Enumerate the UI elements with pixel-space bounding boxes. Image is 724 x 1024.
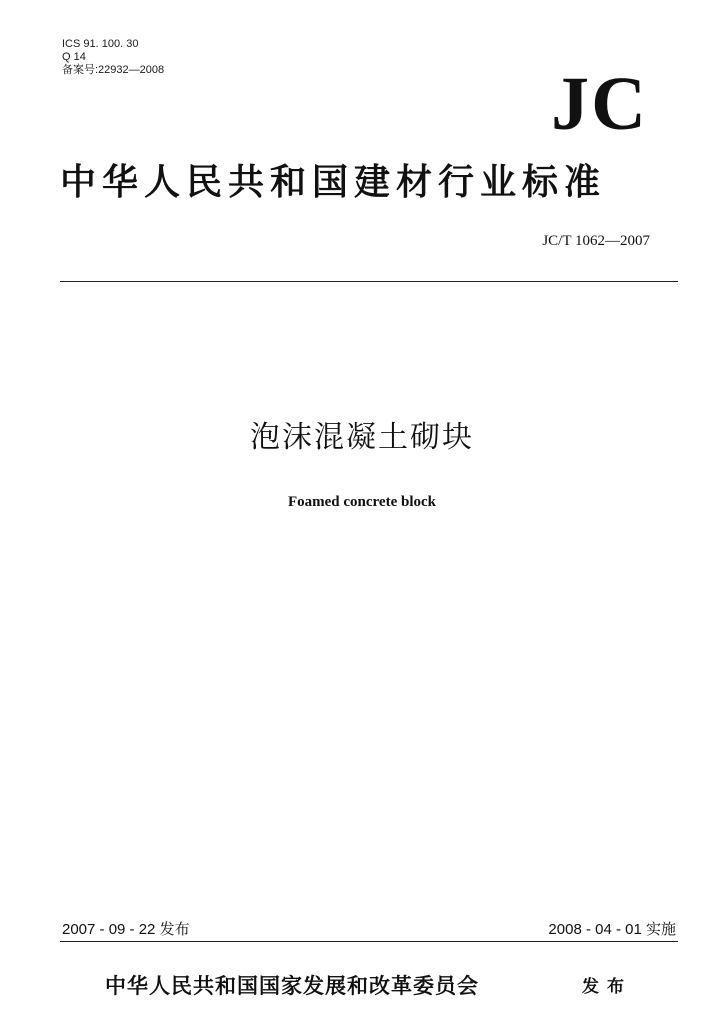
document-title-english: Foamed concrete block [287, 494, 437, 510]
ccs-code: Q 14 [62, 51, 86, 63]
issue-date: 2007 - 09 - 22 发布 [62, 921, 190, 938]
publish-label: 发布 [582, 977, 632, 997]
classification-block [62, 38, 164, 77]
jc-logo: JC [551, 62, 648, 146]
publisher-name: 中华人民共和国国家发展和改革委员会 [105, 973, 479, 998]
top-divider [60, 281, 678, 282]
standard-category-heading: 中华人民共和国建材行业标准 [60, 161, 607, 203]
filing-number: 备案号:22932—2008 [62, 64, 165, 76]
implementation-date: 2008 - 04 - 01 实施 [548, 921, 676, 938]
document-title-chinese: 泡沫混凝土砌块 [250, 420, 474, 455]
bottom-divider [60, 941, 678, 942]
standard-number: JC/T 1062—2007 [542, 233, 650, 249]
ics-code: ICS 91. 100. 30 [62, 38, 139, 50]
